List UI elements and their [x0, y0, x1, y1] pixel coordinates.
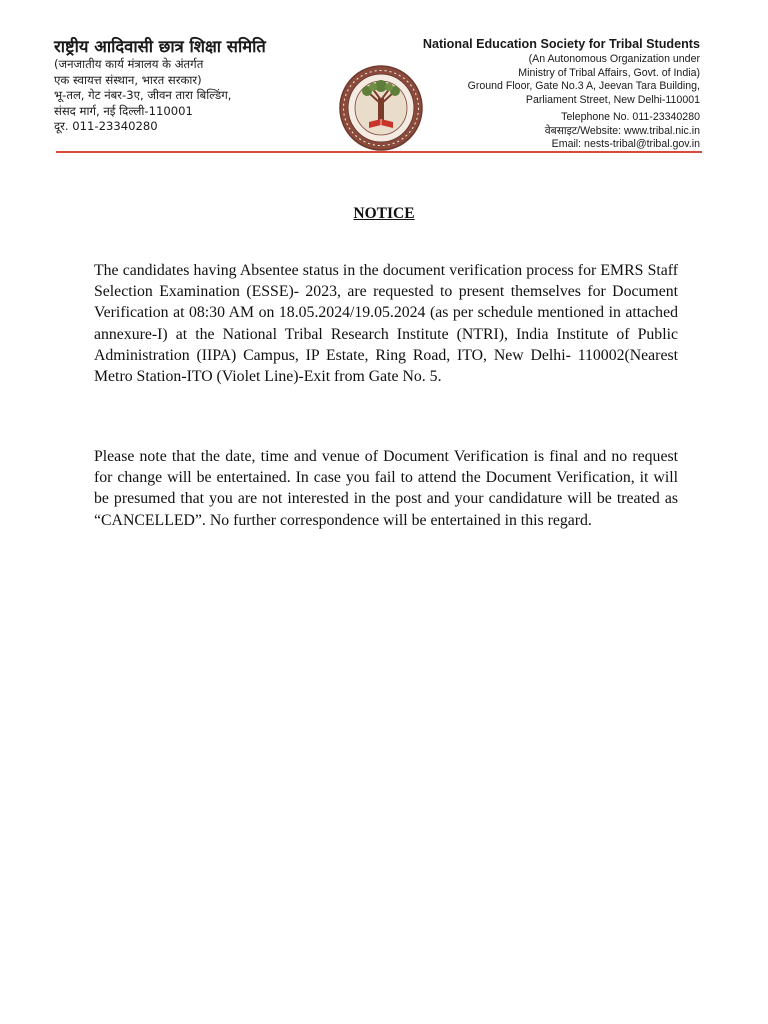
email-line: Email: nests-tribal@tribal.gov.in [551, 138, 700, 151]
notice-paragraph: Please note that the date, time and venue of Document Verification is final and no request for change will be entertained. In case you fail to attend the Document Verification, it will be presumed that you are not interested in the post and your candidature will be treated as “CANCELLED”. No further correspondence will be entertained in this regard. [94, 448, 678, 529]
notice-paragraph: The candidates having Absentee status in the document verification process for EMRS Staff Selection Examination (ESSE)- 2023, are requested to present themselves for Document Verification at 08:30 AM on 18.05.2024/19.05.2024 (as per schedule mentioned in attached annexure-I) at the National Tribal Research Institute (NTRI), India Institute of Public Administration (IIPA) Campus, IP Estate, Ring Road, ITO, New Delhi- 110002(Nearest Metro Station-ITO (Violet Line)-Exit from Gate No. 5. [94, 262, 678, 386]
english-line: Ground Floor, Gate No.3 A, Jeevan Tara Building, [467, 80, 700, 93]
english-address-block [360, 36, 700, 152]
hindi-address-block [54, 36, 354, 135]
hindi-line: संसद मार्ग, नई दिल्ली-110001 [54, 103, 193, 118]
website-line: वेबसाइट/Website: www.tribal.nic.in [544, 124, 700, 137]
english-org-name: National Education Society for Tribal Students [422, 37, 700, 51]
english-line: Ministry of Tribal Affairs, Govt. of India) [518, 66, 700, 79]
hindi-phone: दूर. 011-23340280 [54, 119, 158, 133]
english-line: (An Autonomous Organization under [528, 53, 700, 65]
hindi-org-name: राष्ट्रीय आदिवासी छात्र शिक्षा समिति [54, 37, 266, 56]
notice-title: NOTICE [353, 205, 415, 222]
telephone-line: Telephone No. 011-23340280 [561, 110, 700, 123]
hindi-line: एक स्वायत्त संस्थान, भारत सरकार) [54, 72, 202, 87]
hindi-line: भू-तल, गेट नंबर-3ए, जीवन तारा बिल्डिंग, [54, 88, 232, 102]
hindi-line: (जनजातीय कार्य मंत्रालय के अंतर्गत [54, 57, 204, 71]
english-line: Parliament Street, New Delhi-110001 [525, 94, 700, 107]
header-divider [56, 151, 702, 153]
letterhead [0, 0, 768, 160]
